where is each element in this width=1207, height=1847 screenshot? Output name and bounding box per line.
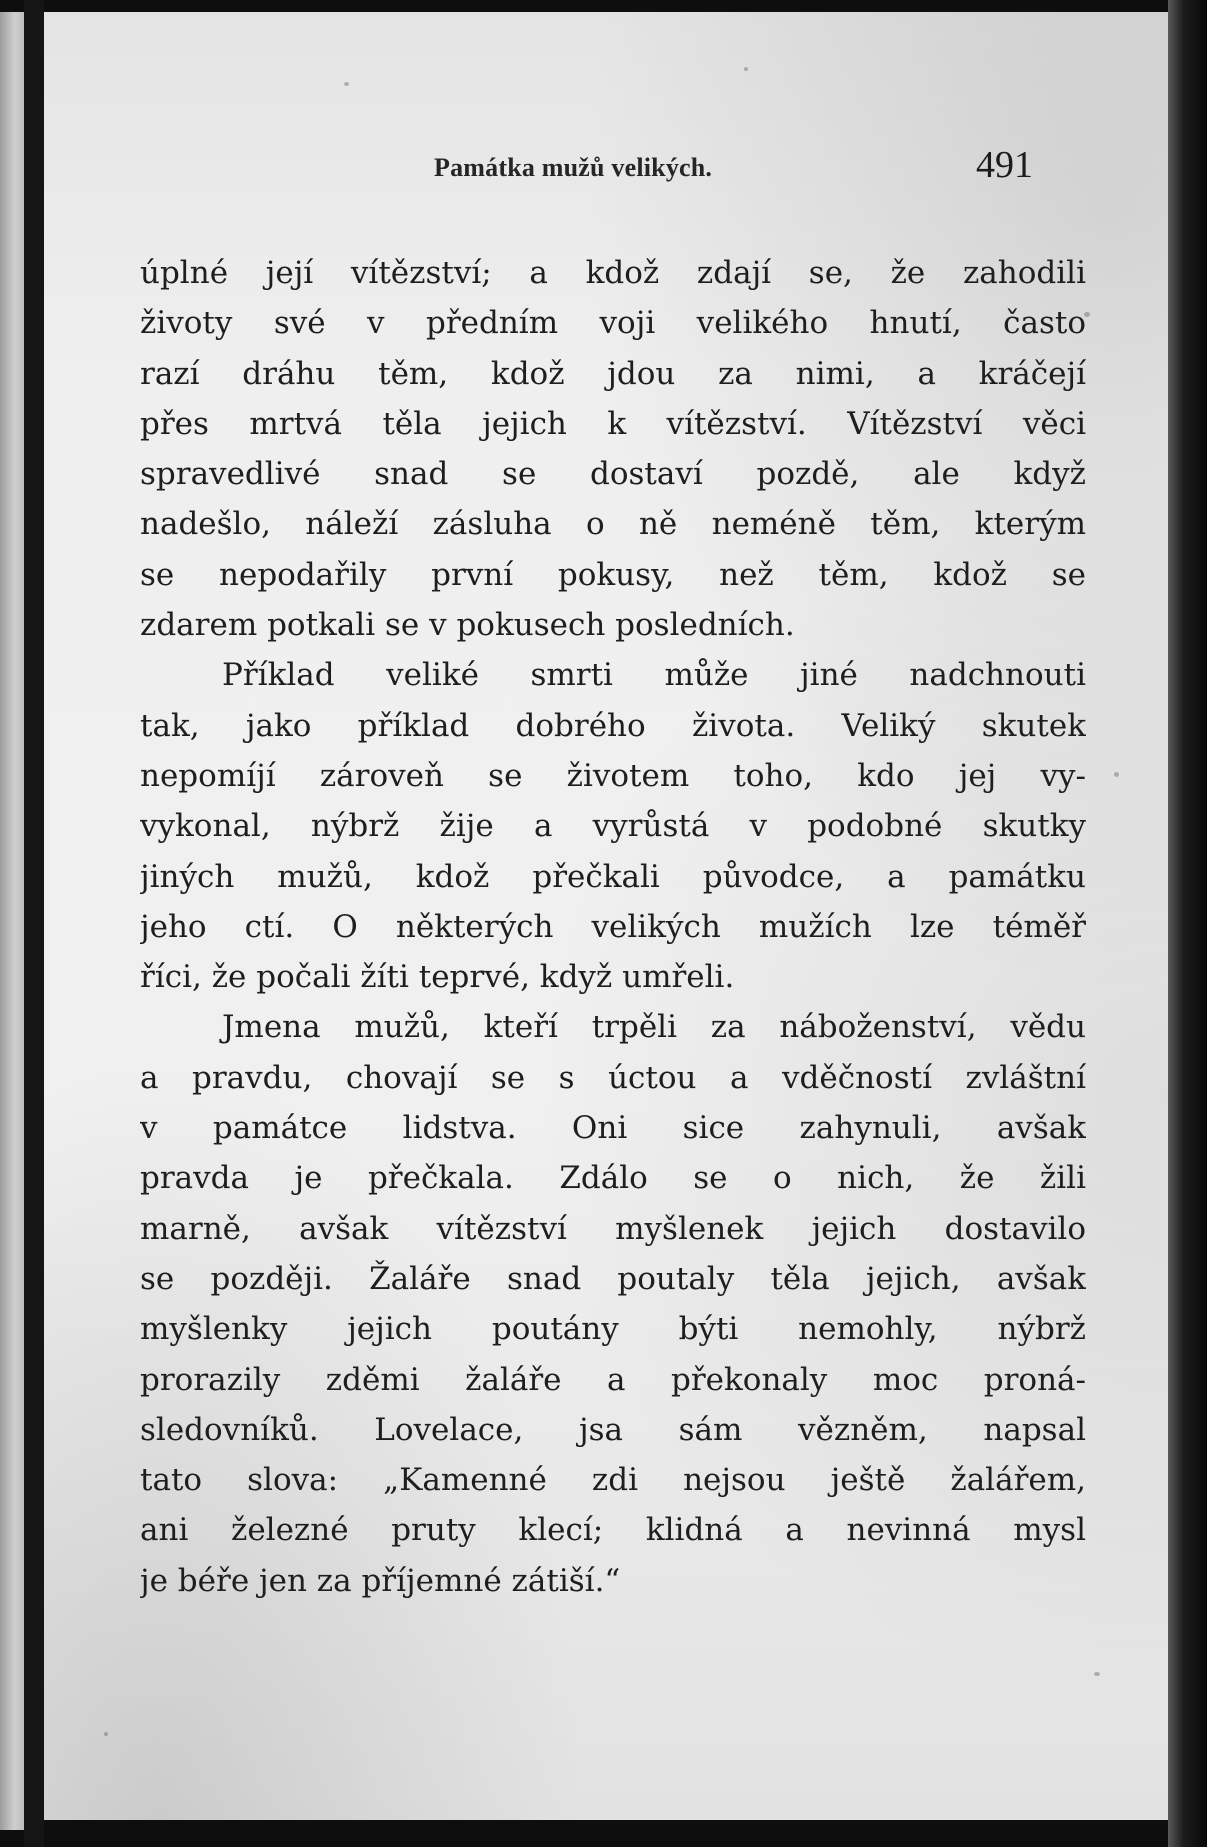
facing-page-edge xyxy=(0,12,24,1830)
text-line: tato slova: „Kamenné zdi nejsou ještě žalářem, xyxy=(140,1462,1086,1499)
text-line: sledovníků. Lovelace, jsa sám vězněm, napsal xyxy=(140,1411,1086,1448)
text-line: myšlenky jejich poutány býti nemohly, nýbrž xyxy=(140,1311,1086,1348)
page-header xyxy=(44,144,1168,197)
text-line: pravda je přečkala. Zdálo se o nich, že žili xyxy=(140,1160,1086,1197)
paragraph-end-line: říci, že počali žíti teprvé, když umřeli. xyxy=(140,959,735,996)
text-line: se později. Žaláře snad poutaly těla jejich, avšak xyxy=(140,1260,1086,1297)
scan-speck xyxy=(1084,312,1090,317)
running-title: Památka mužů velikých. xyxy=(434,153,713,182)
text-line: přes mrtvá těla jejich k vítězství. Vítězství věci xyxy=(140,405,1086,442)
text-line: spravedlivé snad se dostaví pozdě, ale když xyxy=(140,456,1086,493)
text-line: a pravdu, chovají se s úctou a vděčností zvláštní xyxy=(140,1059,1086,1096)
paragraph-start-line: Příklad veliké smrti může jiné nadchnouti xyxy=(222,657,1086,694)
text-line: prorazily zděmi žaláře a překonaly moc proná- xyxy=(140,1361,1086,1398)
scan-speck xyxy=(744,67,748,71)
text-line: jeho ctí. O některých velikých mužích lze téměř xyxy=(140,908,1086,945)
page-number: 491 xyxy=(976,144,1033,186)
paragraph-end-line: zdarem potkali se v pokusech posledních. xyxy=(140,607,795,644)
text-line: úplné její vítězství; a kdož zdají se, že zahodili xyxy=(140,255,1086,291)
text-line: ani železné pruty klecí; klidná a nevinná mysl xyxy=(140,1512,1086,1549)
text-line: životy své v předním voji velikého hnutí, často xyxy=(140,305,1086,342)
paragraph-start-line: Jmena mužů, kteří trpěli za náboženství, vědu xyxy=(222,1009,1086,1046)
text-line: marně, avšak vítězství myšlenek jejich dostavilo xyxy=(140,1210,1086,1247)
text-line: razí dráhu těm, kdož jdou za nimi, a kráčejí xyxy=(140,355,1086,392)
text-line: nepomíjí zároveň se životem toho, kdo jej vy- xyxy=(140,757,1086,794)
paragraph-end-line: je béře jen za příjemné zátiší.“ xyxy=(140,1562,621,1599)
book-page xyxy=(44,12,1168,1820)
text-line: tak, jako příklad dobrého života. Veliký skutek xyxy=(140,707,1086,744)
body-text xyxy=(140,248,1086,1606)
text-line: se nepodařily první pokusy, než těm, kdož se xyxy=(140,556,1086,593)
text-line: vykonal, nýbrž žije a vyrůstá v podobné skutky xyxy=(140,808,1086,845)
scan-speck xyxy=(104,1732,108,1736)
text-line: nadešlo, náleží zásluha o ně neméně těm, kterým xyxy=(140,506,1086,543)
scan-speck xyxy=(1114,772,1119,777)
text-line: jiných mužů, kdož přečkali původce, a památku xyxy=(140,858,1086,895)
scan-speck xyxy=(344,82,349,86)
scan-speck xyxy=(1094,1672,1100,1676)
text-line: v památce lidstva. Oni sice zahynuli, avšak xyxy=(140,1110,1086,1147)
book-gutter xyxy=(24,0,44,1847)
page-edge-shadow xyxy=(1168,0,1207,1847)
